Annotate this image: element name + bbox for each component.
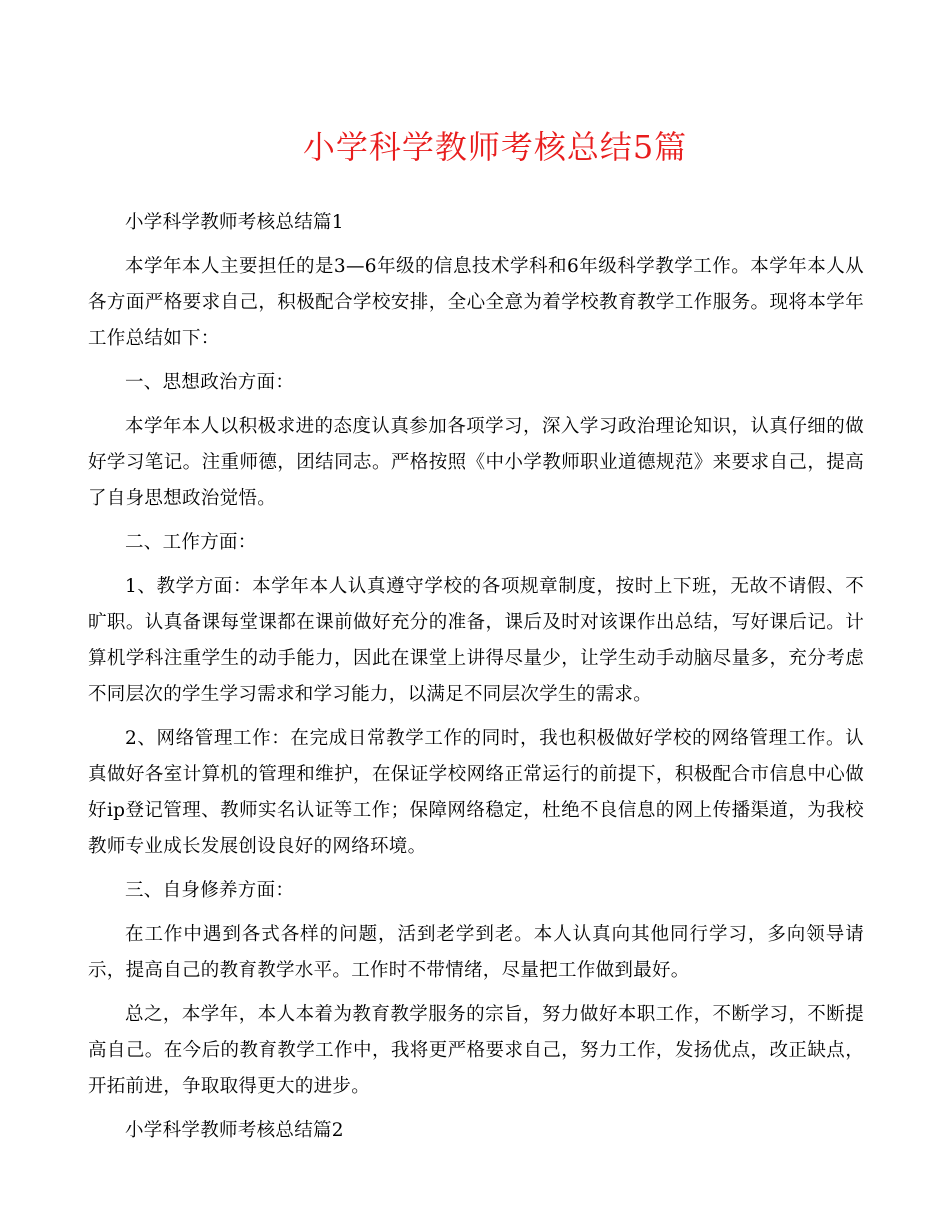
document-body <box>88 205 864 1157</box>
paragraph-politics: 本学年本人以积极求进的态度认真参加各项学习，深入学习政治理论知识，认真仔细的做好学习笔记。注重师德，团结同志。严格按照《中小学教师职业道德规范》来要求自己，提高了自身思想政治觉悟。 <box>88 416 864 509</box>
paragraph-network: 2、网络管理工作：在完成日常教学工作的同时，我也积极做好学校的网络管理工作。认真做好各室计算机的管理和维护，在保证学校网络正常运行的前提下，积极配合市信息中心做好ip登记管理、教师实名认证等工作；保障网络稳定，杜绝不良信息的网上传播渠道，为我校教师专业成长发展创设良好的网络环境。 <box>88 728 864 857</box>
subheading-work: 二、工作方面： <box>125 532 257 553</box>
paragraph-conclusion: 总之，本学年，本人本着为教育教学服务的宗旨，努力做好本职工作，不断学习，不断提高自己。在今后的教育教学工作中，我将更严格要求自己，努力工作，发扬优点，改正缺点，开拓前进，争取取得更大的进步。 <box>88 1004 864 1097</box>
paragraph-teaching: 1、教学方面：本学年本人认真遵守学校的各项规章制度，按时上下班，无故不请假、不旷职。认真备课每堂课都在课前做好充分的准备，课后及时对该课作出总结，写好课后记。计算机学科注重学生的动手能力，因此在课堂上讲得尽量少，让学生动手动脑尽量多，充分考虑不同层次的学生学习需求和学习能力，以满足不同层次学生的需求。 <box>88 576 864 705</box>
paragraph-intro: 本学年本人主要担任的是3—6年级的信息技术学科和6年级科学教学工作。本学年本人从各方面严格要求自己，积极配合学校安排，全心全意为着学校教育教学工作服务。现将本学年工作总结如下： <box>88 256 864 349</box>
subheading-politics: 一、思想政治方面： <box>125 372 295 393</box>
subheading-self-cultivation: 三、自身修养方面： <box>125 880 295 901</box>
section-heading-1: 小学科学教师考核总结篇1 <box>125 212 344 233</box>
section-heading-2: 小学科学教师考核总结篇2 <box>125 1120 344 1141</box>
paragraph-self-cultivation: 在工作中遇到各式各样的问题，活到老学到老。本人认真向其他同行学习，多向领导请示，提高自己的教育教学水平。工作时不带情绪，尽量把工作做到最好。 <box>88 924 864 981</box>
document-title: 小学科学教师考核总结5篇 <box>302 128 688 166</box>
